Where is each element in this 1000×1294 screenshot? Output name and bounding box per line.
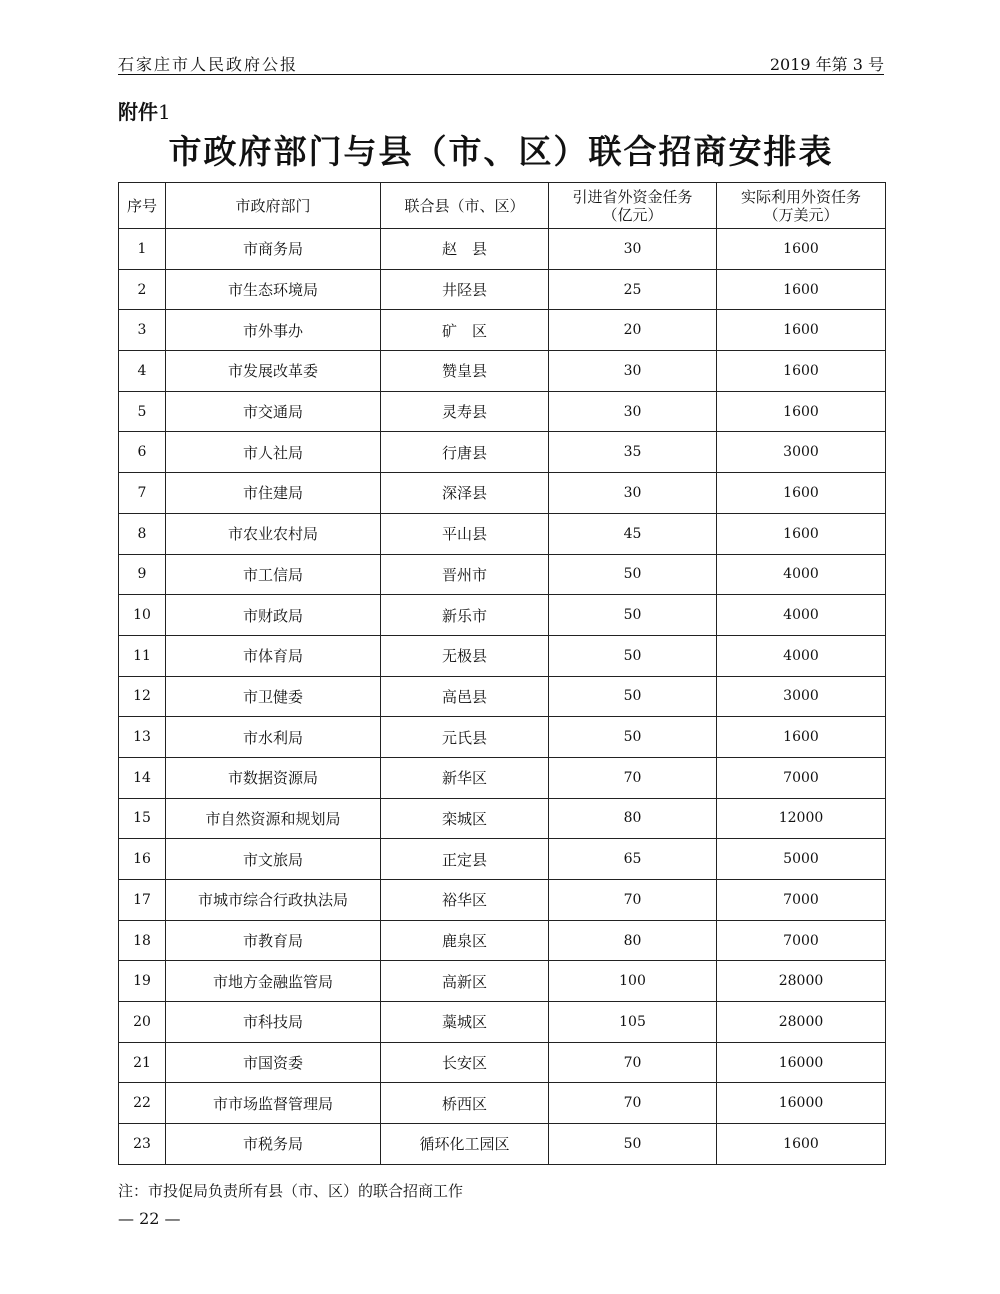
table-row	[119, 310, 886, 351]
header-unit: （亿元）	[602, 205, 663, 224]
table-row	[119, 1002, 886, 1043]
attachment-number: 1	[158, 100, 171, 124]
cell-provincial-funds: 50	[549, 676, 717, 717]
cell-foreign-capital: 7000	[717, 880, 886, 921]
cell-department: 市农业农村局	[166, 513, 381, 554]
footnote: 注：市投促局负责所有县（市、区）的联合招商工作	[118, 1182, 464, 1200]
cell-department: 市生态环境局	[166, 269, 381, 310]
table-row	[119, 839, 886, 880]
cell-no: 21	[119, 1042, 166, 1083]
cell-no: 8	[119, 513, 166, 554]
table-row	[119, 1042, 886, 1083]
cell-foreign-capital: 1600	[717, 1124, 886, 1165]
cell-county: 桥西区	[381, 1083, 549, 1124]
cell-foreign-capital: 7000	[717, 757, 886, 798]
cell-county: 灵寿县	[381, 391, 549, 432]
cell-county: 高新区	[381, 961, 549, 1002]
cell-foreign-capital: 16000	[717, 1042, 886, 1083]
table-row	[119, 1124, 886, 1165]
cell-no: 3	[119, 310, 166, 351]
cell-no: 16	[119, 839, 166, 880]
cell-county: 循环化工园区	[381, 1124, 549, 1165]
cell-department: 市市场监督管理局	[166, 1083, 381, 1124]
cell-no: 6	[119, 432, 166, 473]
cell-department: 市数据资源局	[166, 757, 381, 798]
cell-provincial-funds: 30	[549, 229, 717, 270]
cell-department: 市国资委	[166, 1042, 381, 1083]
cell-county: 新乐市	[381, 595, 549, 636]
cell-county: 栾城区	[381, 798, 549, 839]
header-text: 引进省外资金任务	[572, 187, 693, 206]
header-unit: （万美元）	[763, 205, 839, 224]
table-row	[119, 1083, 886, 1124]
cell-no: 4	[119, 351, 166, 392]
column-header-department: 市政府部门	[166, 183, 381, 229]
cell-provincial-funds: 70	[549, 880, 717, 921]
cell-provincial-funds: 70	[549, 1083, 717, 1124]
cell-county: 平山县	[381, 513, 549, 554]
table-row	[119, 961, 886, 1002]
cell-foreign-capital: 4000	[717, 554, 886, 595]
header-text: 实际利用外资任务	[740, 187, 861, 206]
cell-no: 20	[119, 1002, 166, 1043]
table-row	[119, 676, 886, 717]
cell-department: 市发展改革委	[166, 351, 381, 392]
running-header	[118, 50, 884, 76]
cell-no: 13	[119, 717, 166, 758]
cell-department: 市城市综合行政执法局	[166, 880, 381, 921]
cell-county: 赵 县	[381, 229, 549, 270]
cell-department: 市体育局	[166, 635, 381, 676]
cell-county: 长安区	[381, 1042, 549, 1083]
cell-foreign-capital: 1600	[717, 269, 886, 310]
column-header-provincial-funds	[549, 183, 717, 229]
cell-foreign-capital: 1600	[717, 229, 886, 270]
cell-provincial-funds: 50	[549, 717, 717, 758]
cell-foreign-capital: 5000	[717, 839, 886, 880]
cell-department: 市交通局	[166, 391, 381, 432]
cell-foreign-capital: 1600	[717, 473, 886, 514]
cell-provincial-funds: 50	[549, 595, 717, 636]
cell-no: 9	[119, 554, 166, 595]
cell-no: 2	[119, 269, 166, 310]
cell-foreign-capital: 4000	[717, 595, 886, 636]
publication-name: 石家庄市人民政府公报	[118, 55, 299, 74]
table-header-row	[119, 183, 886, 229]
cell-no: 7	[119, 473, 166, 514]
cell-provincial-funds: 80	[549, 920, 717, 961]
cell-no: 14	[119, 757, 166, 798]
table-row	[119, 513, 886, 554]
cell-county: 深泽县	[381, 473, 549, 514]
table-row	[119, 595, 886, 636]
cell-foreign-capital: 7000	[717, 920, 886, 961]
cell-no: 19	[119, 961, 166, 1002]
cell-foreign-capital: 28000	[717, 1002, 886, 1043]
table-row	[119, 351, 886, 392]
cell-no: 11	[119, 635, 166, 676]
cell-county: 无极县	[381, 635, 549, 676]
cell-provincial-funds: 70	[549, 1042, 717, 1083]
table-row	[119, 757, 886, 798]
cell-provincial-funds: 100	[549, 961, 717, 1002]
column-header-no: 序号	[119, 183, 166, 229]
arrangement-table	[118, 182, 886, 1165]
cell-department: 市卫健委	[166, 676, 381, 717]
cell-foreign-capital: 16000	[717, 1083, 886, 1124]
table-row	[119, 473, 886, 514]
column-header-foreign-capital	[717, 183, 886, 229]
cell-foreign-capital: 1600	[717, 391, 886, 432]
table-row	[119, 391, 886, 432]
cell-no: 1	[119, 229, 166, 270]
cell-foreign-capital: 1600	[717, 351, 886, 392]
cell-provincial-funds: 30	[549, 473, 717, 514]
cell-provincial-funds: 30	[549, 391, 717, 432]
cell-department: 市工信局	[166, 554, 381, 595]
issue-number: 2019 年第 3 号	[769, 55, 884, 74]
cell-provincial-funds: 105	[549, 1002, 717, 1043]
cell-department: 市自然资源和规划局	[166, 798, 381, 839]
cell-no: 18	[119, 920, 166, 961]
cell-department: 市文旅局	[166, 839, 381, 880]
cell-no: 5	[119, 391, 166, 432]
cell-department: 市外事办	[166, 310, 381, 351]
page-title: 市政府部门与县（市、区）联合招商安排表	[168, 132, 834, 171]
cell-county: 高邑县	[381, 676, 549, 717]
table-row	[119, 554, 886, 595]
table-row	[119, 717, 886, 758]
cell-county: 正定县	[381, 839, 549, 880]
cell-provincial-funds: 50	[549, 635, 717, 676]
cell-county: 鹿泉区	[381, 920, 549, 961]
cell-no: 12	[119, 676, 166, 717]
cell-county: 行唐县	[381, 432, 549, 473]
table-row	[119, 269, 886, 310]
cell-provincial-funds: 50	[549, 554, 717, 595]
cell-foreign-capital: 1600	[717, 513, 886, 554]
cell-department: 市财政局	[166, 595, 381, 636]
cell-county: 井陉县	[381, 269, 549, 310]
attachment-label	[118, 96, 171, 125]
cell-no: 23	[119, 1124, 166, 1165]
cell-no: 10	[119, 595, 166, 636]
cell-provincial-funds: 25	[549, 269, 717, 310]
cell-county: 元氏县	[381, 717, 549, 758]
cell-county: 赞皇县	[381, 351, 549, 392]
table-body	[119, 229, 886, 1165]
cell-county: 矿 区	[381, 310, 549, 351]
cell-foreign-capital: 3000	[717, 676, 886, 717]
cell-foreign-capital: 4000	[717, 635, 886, 676]
column-header-county: 联合县（市、区）	[381, 183, 549, 229]
cell-county: 裕华区	[381, 880, 549, 921]
cell-department: 市科技局	[166, 1002, 381, 1043]
cell-no: 17	[119, 880, 166, 921]
cell-provincial-funds: 35	[549, 432, 717, 473]
cell-provincial-funds: 65	[549, 839, 717, 880]
table-row	[119, 798, 886, 839]
cell-foreign-capital: 3000	[717, 432, 886, 473]
header-divider	[118, 74, 884, 75]
cell-provincial-funds: 70	[549, 757, 717, 798]
table-row	[119, 635, 886, 676]
cell-foreign-capital: 28000	[717, 961, 886, 1002]
cell-provincial-funds: 50	[549, 1124, 717, 1165]
table-row	[119, 229, 886, 270]
table-row	[119, 880, 886, 921]
cell-department: 市税务局	[166, 1124, 381, 1165]
page-number: — 22 —	[118, 1209, 181, 1228]
table-row	[119, 432, 886, 473]
table-row	[119, 920, 886, 961]
cell-foreign-capital: 1600	[717, 310, 886, 351]
cell-provincial-funds: 30	[549, 351, 717, 392]
cell-department: 市人社局	[166, 432, 381, 473]
cell-department: 市商务局	[166, 229, 381, 270]
cell-county: 新华区	[381, 757, 549, 798]
cell-county: 藁城区	[381, 1002, 549, 1043]
cell-no: 15	[119, 798, 166, 839]
cell-department: 市地方金融监管局	[166, 961, 381, 1002]
cell-department: 市住建局	[166, 473, 381, 514]
attachment-word: 附件	[118, 100, 158, 124]
cell-county: 晋州市	[381, 554, 549, 595]
cell-provincial-funds: 20	[549, 310, 717, 351]
cell-no: 22	[119, 1083, 166, 1124]
cell-provincial-funds: 80	[549, 798, 717, 839]
cell-department: 市水利局	[166, 717, 381, 758]
cell-foreign-capital: 12000	[717, 798, 886, 839]
cell-provincial-funds: 45	[549, 513, 717, 554]
cell-foreign-capital: 1600	[717, 717, 886, 758]
cell-department: 市教育局	[166, 920, 381, 961]
